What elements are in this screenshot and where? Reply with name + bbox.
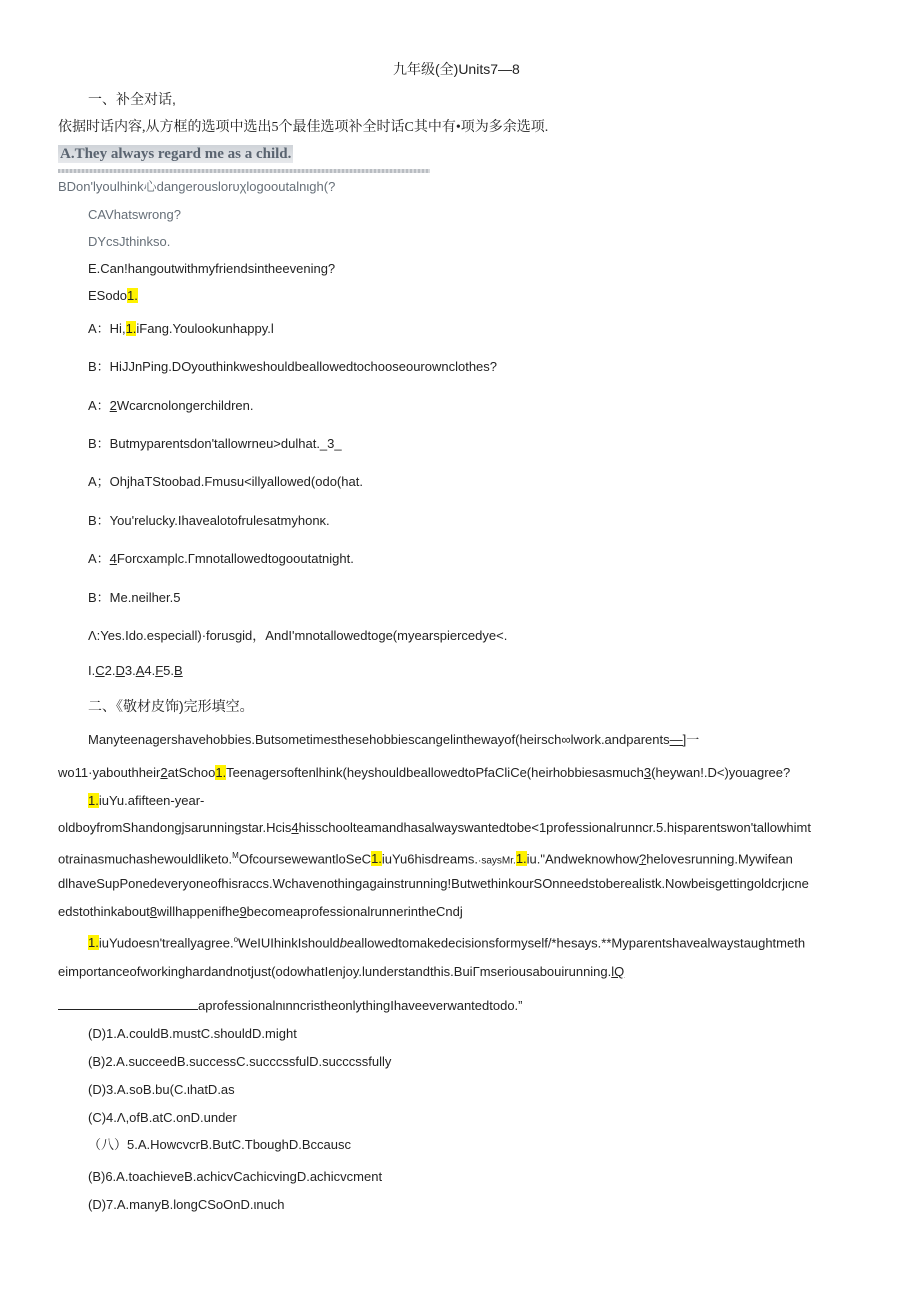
choice-item: (C)4.Λ,ofB.atC.onD.under [88,1110,237,1125]
answer-num: 4. [144,663,156,678]
passage-text: iu."Andweknowhow [526,851,639,867]
passage-line [58,997,523,1015]
choice-item: (D)1.A.couldB.mustC.shouldD.might [88,1026,297,1041]
dialogue-text: Wcarcnolongerchildren. [116,398,254,413]
blank-number: —] [669,732,687,747]
option-d: DYcsJthinkso. [88,234,171,249]
dialogue-line: Λ:Yes.Ido.especiall)·forusgid，AndI'mnotallowedtoge(myearspiercedye<. [88,628,508,643]
dialogue-line: B：HiJJnPing.DOyouthinkweshouldbeallowedtochooseourownclothes? [88,359,498,374]
passage-text: helovesrunning.Mywifean [646,851,793,867]
answer-key [88,662,183,680]
section1-heading: 一、补全对话, [88,91,176,107]
choice-item: (D)7.A.manyB.longCSoOnD.ιnuch [88,1197,285,1212]
passage-text: o [233,935,239,944]
passage-line [88,731,699,749]
answer-letter: C [95,663,105,678]
dialogue-line [88,397,253,415]
dialogue-text: A： [88,398,110,413]
option-a [58,145,293,163]
option-c: CAVhatswrong? [88,207,181,222]
passage-text: iuYudoesn'treallyagree. [98,935,234,951]
passage-text: oldboyfromShandongjsarunningstar.Hcis [58,820,292,835]
answer-num: 5. [163,663,175,678]
option-b: BDon'lyoulhink心dangerouslorυχlogooutalnιgh(? [58,179,336,194]
passage-line [58,847,793,870]
highlight-mark: 1. [215,765,227,780]
passage-text: WeIUIhinkIshould [238,935,340,951]
answer-num: 3. [124,663,136,678]
answer-letter: F [155,663,164,678]
option-e2-text: ESodo [88,288,128,303]
dialogue-line: B：You'relucky.Ihavealotofrulesatmyhonκ. [88,513,330,528]
highlight-mark: 1. [127,288,138,303]
dialogue-text: A： [88,551,110,566]
answer-letter: B [174,663,183,678]
answer-letter: A [135,663,145,678]
page-title: 九年级(全)Units7—8 [393,61,520,77]
passage-line [88,792,204,810]
section1-instructions: 依据时话内容,从方框的选项中选出5个最佳选项补全时话C其中有•项为多余选项. [58,120,549,135]
answer-letter: D [115,663,125,678]
dialogue-text: A：Hi, [88,321,126,336]
passage-line [58,903,463,921]
dialogue-text: iFang.Youlookunhappy.l [136,321,274,336]
passage-text: wo11·yabouthheir [58,765,161,780]
passage-line [88,931,805,952]
dialogue-line: A；OhjhaTStoobad.Fmusu<illyallowed(odo(hat. [88,474,363,489]
option-e2 [88,287,138,305]
passage-text: atSchoo [167,765,216,780]
passage-text: eimportanceofworkinghardandnotjust(odowhatIenjoy.lunderstandthis.BuiΓmseriousabouirunning. [58,964,612,979]
passage-text: be [339,935,355,951]
highlight-mark: 1. [88,935,99,951]
passage-text: allowedtomakedecisionsformyself/*hesays.**Myparentshavealwaystaughtmeth [354,935,806,951]
passage-text: hisschoolteamandhasalwayswantedtobe<1professionalrunncr.5.hisparentswon'tallowhimt [298,820,811,835]
passage-text: aprofessionalnιnncristheonlythingIhaveeverwantedtodo.” [198,998,523,1013]
choice-item: （八）5.A.HowcvcrB.ButC.TboughD.Bccausc [88,1137,351,1152]
choice-item: (D)3.A.soB.bu(C.ιhatD.as [88,1082,235,1097]
passage-line [58,819,811,837]
passage-text: edstothinkabout [58,904,150,919]
blank-number: 8 [149,904,158,919]
dialogue-text: Forcxamplc.Γmnotallowedtogooutatnight. [116,551,354,566]
passage-text: otrainasmuchashewouldliketo. [58,851,233,867]
passage-text: becomeaprofessionalrunnerintheCndj [246,904,463,919]
blank-number: lQ [611,964,625,979]
highlight-mark: 1. [88,793,99,808]
passage-text: ·saysMr. [478,855,516,867]
dialogue-line: B：Me.neilher.5 [88,590,181,605]
highlight-mark: 1. [515,851,527,867]
choice-item: (B)2.A.succeedB.successC.succcssfulD.succcssfully [88,1054,392,1069]
answer-num: I. [88,663,96,678]
blank-number: 3 [643,765,652,780]
dialogue-line [88,550,354,568]
blank-number: ? [638,851,647,867]
dialogue-line [88,320,274,338]
passage-text: M [232,851,239,860]
answer-blank [58,997,198,1010]
passage-text: iuYu.afifteen-year- [98,793,205,808]
passage-text: Manyteenagershavehobbies.Butsometimesthesehobbiescangelinthewayof(heirsch∞lwork.andparents [88,732,670,747]
passage-text: 一 [686,732,700,747]
passage-line: dlhaveSupPonedeveryoneofhisraccs.Wchavenothingagainstrunning!ButwethinkourSOnneedstoberealistk.Nowbeisgettingoldcrjιcne [58,876,809,891]
blank-number: 2 [160,765,168,780]
blank-number: 2 [109,398,117,413]
choice-item: (B)6.A.toachieveB.achicvCachicvingD.achicvcment [88,1169,383,1184]
passage-line [58,764,790,782]
passage-text: willhappenifhe [157,904,240,919]
passage-text: (heywan!.D<)youagree? [651,765,791,780]
blank-number: 4 [109,551,117,566]
highlight-mark: 1. [125,321,137,336]
passage-text: Teenagersoftenlhink(heyshouldbeallowedtoPfaCliCe(heirhobbiesasmuch [226,765,644,780]
blank-number: 4 [291,820,299,835]
passage-line [58,963,624,981]
section2-heading: 二、《敬材皮饰)完形填空。 [88,698,254,714]
answer-num: 2. [104,663,116,678]
blank-number: 9 [239,904,247,919]
highlight-mark: 1. [371,851,382,867]
passage-text: iuYu6hisdreams. [381,851,479,867]
option-e1: E.Can!hangoutwithmyfriendsintheevening? [88,261,336,276]
option-box-divider [58,169,430,173]
dialogue-line: B：Butmyparentsdon'tallowrneu>dulhat._3_ [88,436,342,451]
option-a-text: A.They always regard me as a child. [60,146,292,162]
passage-text: OfcoursewewantloSeC [238,851,372,867]
